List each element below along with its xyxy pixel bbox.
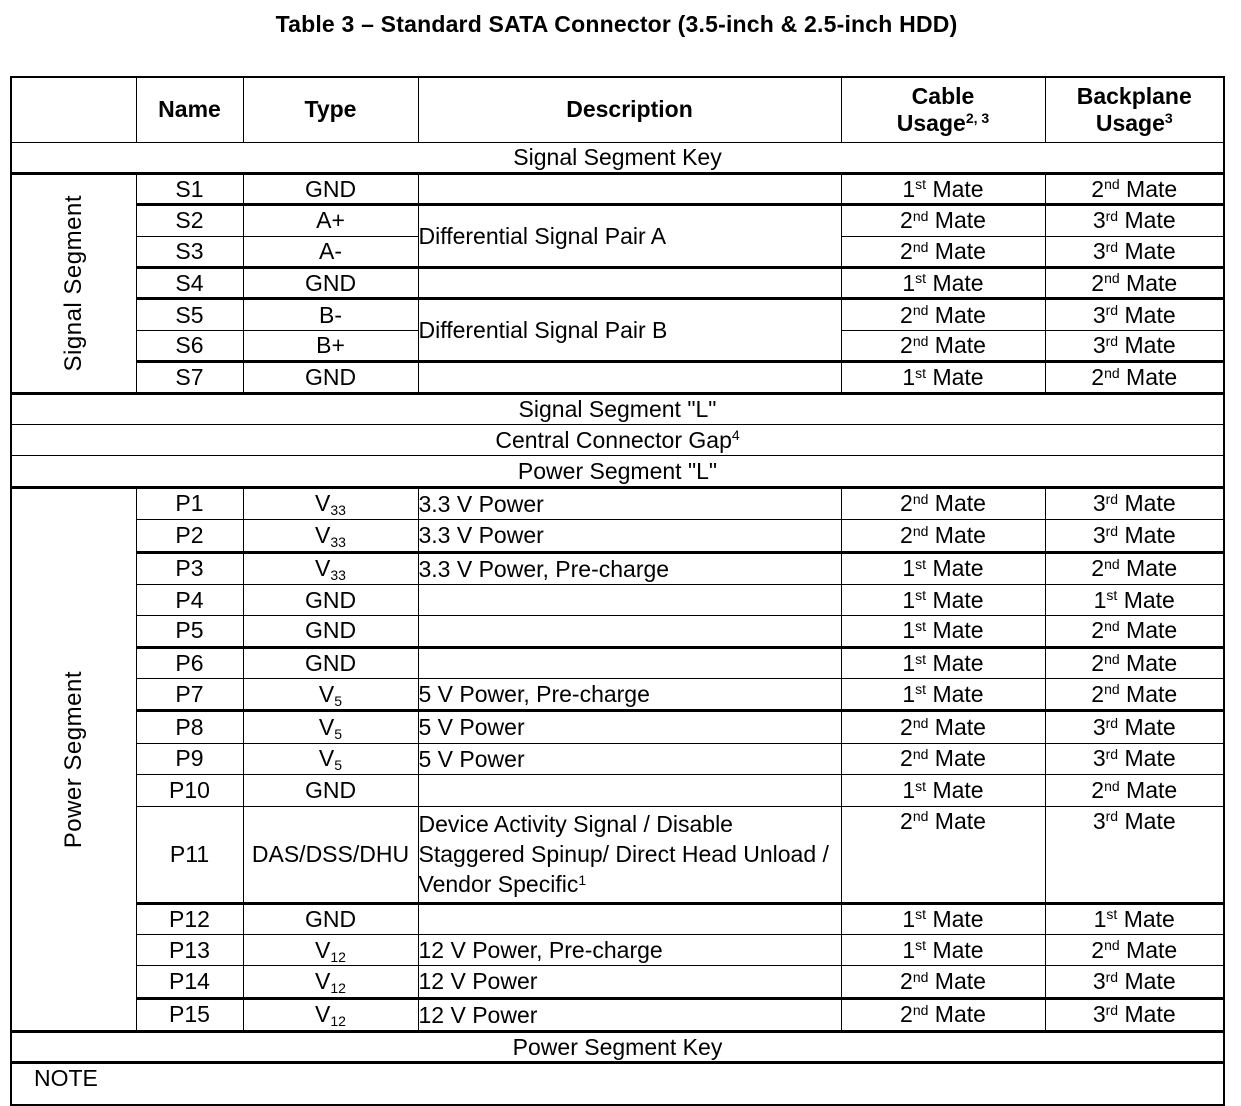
backplane-usage-footnote: 3 xyxy=(1164,110,1173,127)
pin-description-cell xyxy=(418,362,841,393)
pin-name-cell: P14 xyxy=(136,966,243,998)
section-span-label: Power Segment "L" xyxy=(11,456,1224,487)
pin-type-cell: GND xyxy=(243,584,418,615)
table-row xyxy=(11,616,1224,647)
col-header-cable-usage: Cable Usage$^{2, 3}$ xyxy=(841,77,1045,142)
cable-usage-cell: 1st Mate xyxy=(841,616,1045,647)
pin-name-cell: S6 xyxy=(136,330,243,361)
cable-usage-cell: 2nd Mate xyxy=(841,743,1045,774)
table-row xyxy=(11,520,1224,552)
pin-name-cell: P13 xyxy=(136,934,243,965)
backplane-usage-cell: 2nd Mate xyxy=(1045,173,1224,204)
pin-type-cell: $V_{33}$ xyxy=(243,520,418,552)
table-row xyxy=(11,299,1224,330)
cable-usage-cell: 2nd Mate xyxy=(841,966,1045,998)
backplane-usage-cell: 3rd Mate xyxy=(1045,743,1224,774)
section-span-label: Central Connector Gap$^4$ xyxy=(11,425,1224,456)
pin-type-cell: GND xyxy=(243,173,418,204)
backplane-usage-cell: 2nd Mate xyxy=(1045,679,1224,711)
pin-name-cell: P6 xyxy=(136,647,243,678)
pin-description-cell: 12 V Power, Pre-charge xyxy=(418,934,841,965)
cable-usage-cell: 1st Mate xyxy=(841,775,1045,806)
pin-description-cell: 12 V Power xyxy=(418,998,841,1031)
pin-description-cell: 5 V Power xyxy=(418,711,841,743)
col-header-description: Description xyxy=(418,77,841,142)
cable-usage-cell: 1st Mate xyxy=(841,679,1045,711)
backplane-usage-cell: 2nd Mate xyxy=(1045,268,1224,299)
cable-usage-cell: 2nd Mate xyxy=(841,299,1045,330)
pin-description-cell: Differential Signal Pair B xyxy=(418,299,841,362)
section-span-label: Signal Segment "L" xyxy=(11,393,1224,424)
pin-name-cell: P11 xyxy=(136,806,243,903)
backplane-usage-cell: 3rd Mate xyxy=(1045,998,1224,1031)
section-span-row xyxy=(11,142,1224,173)
pin-description-cell: 5 V Power, Pre-charge xyxy=(418,679,841,711)
table-row xyxy=(11,584,1224,615)
pin-type-cell: GND xyxy=(243,647,418,678)
table-row xyxy=(11,806,1224,903)
cable-usage-cell: 2nd Mate xyxy=(841,487,1045,519)
pin-type-cell: A+ xyxy=(243,205,418,236)
backplane-usage-cell: 3rd Mate xyxy=(1045,205,1224,236)
segment-label-text: Power Segment xyxy=(59,670,87,849)
table-row xyxy=(11,711,1224,743)
pin-name-cell: S4 xyxy=(136,268,243,299)
backplane-usage-cell: 3rd Mate xyxy=(1045,330,1224,361)
backplane-usage-cell: 3rd Mate xyxy=(1045,299,1224,330)
table-row xyxy=(11,362,1224,393)
pin-type-cell: $V_{12}$ xyxy=(243,966,418,998)
cable-usage-cell: 2nd Mate xyxy=(841,236,1045,267)
pin-description-cell: 3.3 V Power xyxy=(418,487,841,519)
backplane-usage-cell: 3rd Mate xyxy=(1045,487,1224,519)
pin-type-cell: GND xyxy=(243,775,418,806)
segment-label-text: Signal Segment xyxy=(59,195,87,372)
cable-usage-cell: 1st Mate xyxy=(841,647,1045,678)
section-span-row xyxy=(11,456,1224,487)
pin-type-cell: $V_{33}$ xyxy=(243,487,418,519)
backplane-usage-cell: 2nd Mate xyxy=(1045,775,1224,806)
cable-usage-cell: 1st Mate xyxy=(841,173,1045,204)
backplane-usage-cell: 3rd Mate xyxy=(1045,966,1224,998)
backplane-usage-cell: 1st Mate xyxy=(1045,584,1224,615)
pin-type-cell: GND xyxy=(243,362,418,393)
table-row xyxy=(11,268,1224,299)
pin-name-cell: P7 xyxy=(136,679,243,711)
table-row xyxy=(11,998,1224,1031)
table-row xyxy=(11,487,1224,519)
pin-name-cell: P4 xyxy=(136,584,243,615)
pin-name-cell: P3 xyxy=(136,552,243,584)
pin-name-cell: P1 xyxy=(136,487,243,519)
backplane-usage-cell: 1st Mate xyxy=(1045,903,1224,934)
section-span-row xyxy=(11,393,1224,424)
table-row xyxy=(11,173,1224,204)
note-row xyxy=(11,1063,1224,1105)
table-row xyxy=(11,775,1224,806)
pin-name-cell: S5 xyxy=(136,299,243,330)
pin-type-cell: $V_{12}$ xyxy=(243,998,418,1031)
backplane-usage-cell: 2nd Mate xyxy=(1045,934,1224,965)
cable-usage-cell: 1st Mate xyxy=(841,268,1045,299)
pin-description-cell xyxy=(418,173,841,204)
cable-usage-cell: 2nd Mate xyxy=(841,998,1045,1031)
pin-name-cell: P5 xyxy=(136,616,243,647)
pin-name-cell: S1 xyxy=(136,173,243,204)
table-row xyxy=(11,966,1224,998)
pin-type-cell: $V_{33}$ xyxy=(243,552,418,584)
pin-name-cell: P10 xyxy=(136,775,243,806)
pin-type-cell: GND xyxy=(243,616,418,647)
table-row xyxy=(11,552,1224,584)
pin-description-cell: 3.3 V Power xyxy=(418,520,841,552)
cable-usage-cell: 2nd Mate xyxy=(841,330,1045,361)
backplane-usage-cell: 2nd Mate xyxy=(1045,552,1224,584)
table-row xyxy=(11,679,1224,711)
pin-description-cell: 12 V Power xyxy=(418,966,841,998)
pin-name-cell: S7 xyxy=(136,362,243,393)
pin-name-cell: P15 xyxy=(136,998,243,1031)
cable-usage-cell: 2nd Mate xyxy=(841,205,1045,236)
cable-usage-footnote: 2, 3 xyxy=(965,110,990,127)
cable-usage-cell: 2nd Mate xyxy=(841,520,1045,552)
section-span-label: Signal Segment Key xyxy=(11,142,1224,173)
backplane-usage-cell: 2nd Mate xyxy=(1045,616,1224,647)
pin-description-cell: Device Activity Signal / Disable Staggered Spinup/ Direct Head Unload / Vendor Specific$^1$ xyxy=(418,806,841,903)
table-header-row xyxy=(11,77,1224,142)
cable-usage-cell: 1st Mate xyxy=(841,362,1045,393)
pin-description-cell: Differential Signal Pair A xyxy=(418,205,841,268)
section-span-label: Power Segment Key xyxy=(11,1032,1224,1063)
table-row xyxy=(11,647,1224,678)
cable-usage-cell: 1st Mate xyxy=(841,584,1045,615)
pin-description-cell: 5 V Power xyxy=(418,743,841,774)
pin-name-cell: P9 xyxy=(136,743,243,774)
backplane-usage-cell: 3rd Mate xyxy=(1045,711,1224,743)
table-row xyxy=(11,205,1224,236)
table-row xyxy=(11,743,1224,774)
backplane-usage-cell: 3rd Mate xyxy=(1045,520,1224,552)
col-header-type: Type xyxy=(243,77,418,142)
pin-type-cell: $V_5$ xyxy=(243,743,418,774)
pin-description-cell: 3.3 V Power, Pre-charge xyxy=(418,552,841,584)
col-header-name: Name xyxy=(136,77,243,142)
backplane-usage-cell: 2nd Mate xyxy=(1045,362,1224,393)
pin-description-cell xyxy=(418,647,841,678)
pin-type-cell: GND xyxy=(243,268,418,299)
backplane-usage-cell: 2nd Mate xyxy=(1045,647,1224,678)
segment-label xyxy=(11,487,136,1031)
pin-type-cell: A- xyxy=(243,236,418,267)
sata-connector-table xyxy=(10,76,1225,1106)
cable-usage-cell: 2nd Mate xyxy=(841,711,1045,743)
pin-name-cell: P8 xyxy=(136,711,243,743)
pin-description-cell xyxy=(418,268,841,299)
pin-type-cell: GND xyxy=(243,903,418,934)
note-label: NOTE xyxy=(11,1063,1224,1105)
pin-description-cell xyxy=(418,903,841,934)
backplane-usage-cell: 3rd Mate xyxy=(1045,806,1224,903)
pin-type-cell: $V_{12}$ xyxy=(243,934,418,965)
pin-description-cell xyxy=(418,584,841,615)
pin-name-cell: P12 xyxy=(136,903,243,934)
pin-type-cell: B+ xyxy=(243,330,418,361)
backplane-usage-cell: 3rd Mate xyxy=(1045,236,1224,267)
pin-name-cell: S3 xyxy=(136,236,243,267)
segment-label xyxy=(11,173,136,393)
cable-usage-cell: 1st Mate xyxy=(841,934,1045,965)
section-span-row xyxy=(11,425,1224,456)
pin-type-cell: DAS/DSS/DHU xyxy=(243,806,418,903)
col-header-segment xyxy=(11,77,136,142)
pin-type-cell: $V_5$ xyxy=(243,711,418,743)
pin-description-cell xyxy=(418,775,841,806)
page-title: Table 3 – Standard SATA Connector (3.5-inch & 2.5-inch HDD) xyxy=(275,11,958,37)
cable-usage-cell: 1st Mate xyxy=(841,552,1045,584)
pin-type-cell: $V_5$ xyxy=(243,679,418,711)
pin-name-cell: S2 xyxy=(136,205,243,236)
table-row xyxy=(11,903,1224,934)
table-row xyxy=(11,934,1224,965)
section-span-row xyxy=(11,1032,1224,1063)
cable-usage-cell: 2nd Mate xyxy=(841,806,1045,903)
cable-usage-cell: 1st Mate xyxy=(841,903,1045,934)
col-header-backplane-usage: Backplane Usage$^3$ xyxy=(1045,77,1224,142)
pin-type-cell: B- xyxy=(243,299,418,330)
pin-description-cell xyxy=(418,616,841,647)
pin-name-cell: P2 xyxy=(136,520,243,552)
